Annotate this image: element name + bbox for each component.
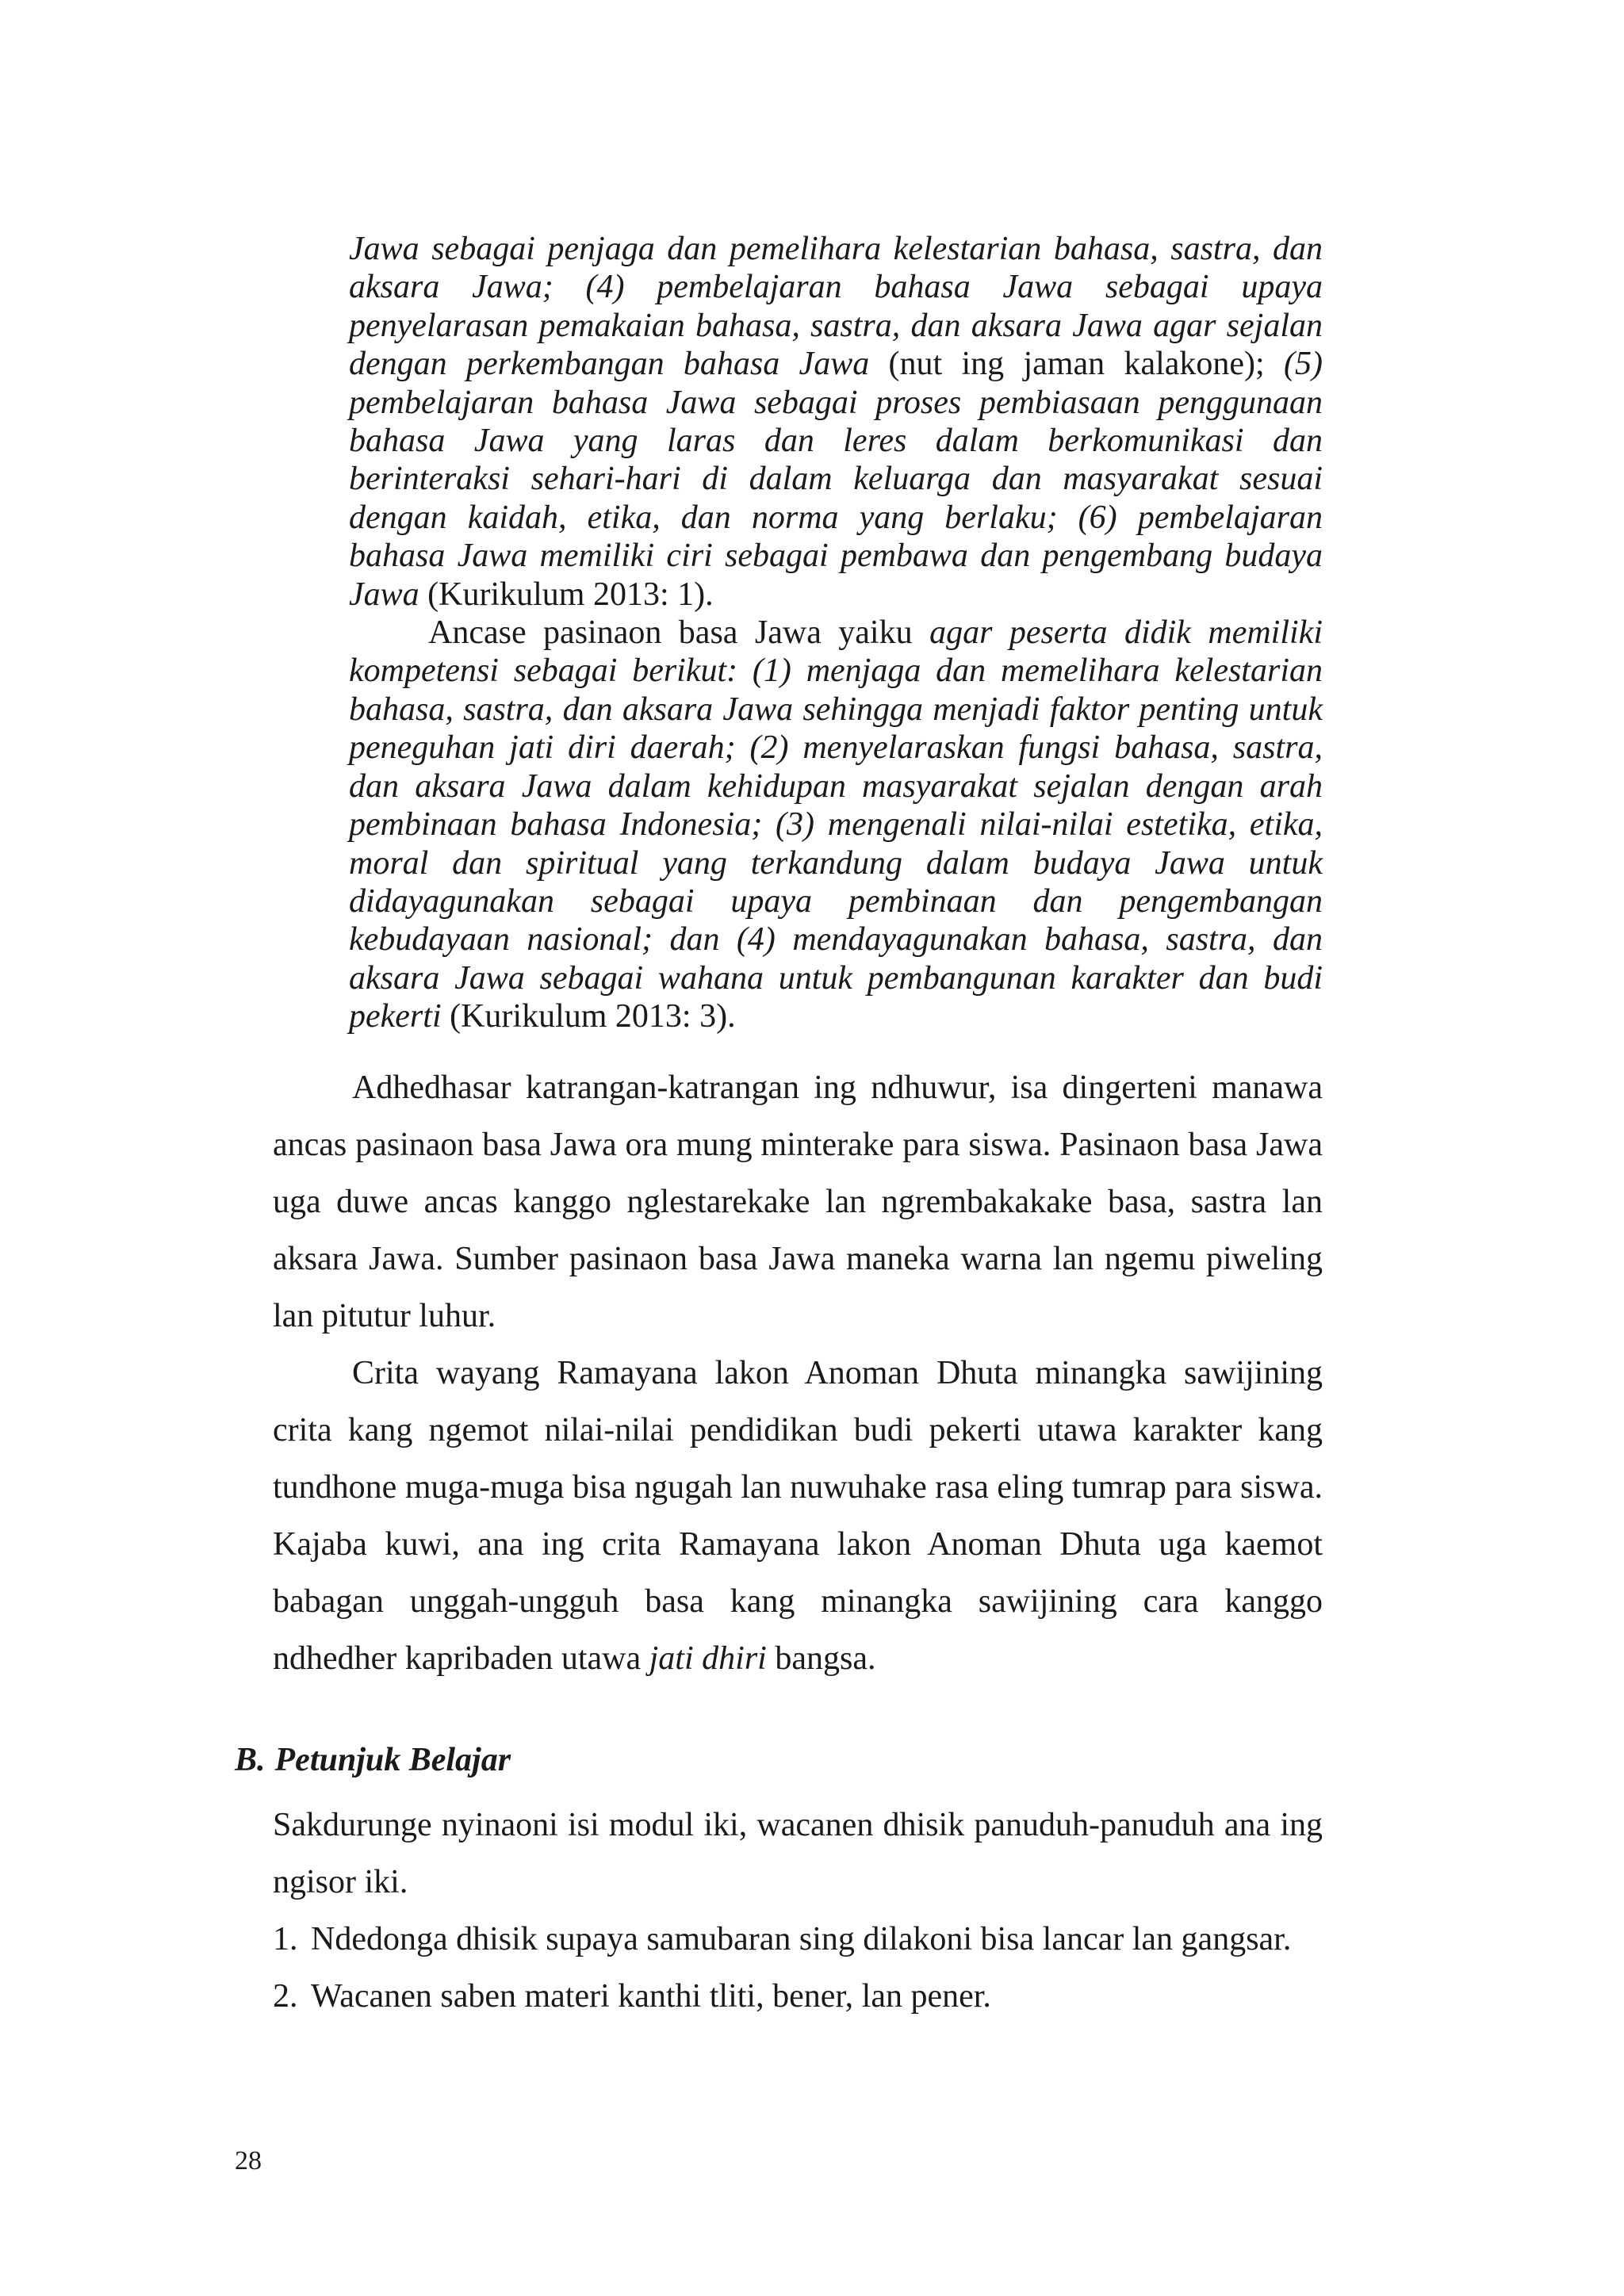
quote-p2-italic: agar peserta didik memiliki kompetensi sebagai berikut: (1) menjaga dan memelihara kelestarian bahasa, sastra, dan aksara Jawa sehingga menjadi faktor penting untuk peneguhan jati diri daerah; (2) menyelaraskan fungsi bahasa, sastra, dan aksara Jawa dalam kehidupan masyarakat sejalan dengan arah pembinaan bahasa Indonesia; (3) mengenali nilai-nilai estetika, etika, moral dan spiritual yang terkandung dalam budaya Jawa untuk didayagunakan sebagai upaya pembinaan dan pengembangan kebudayaan nasional; dan (4) mendayagunakan bahasa, sastra, dan aksara Jawa sebagai wahana untuk pembangunan karakter dan budi pekerti — [349, 614, 1323, 1035]
quote-p2-lead: Ancase pasinaon basa Jawa yaiku — [428, 614, 913, 652]
section-title: Petunjuk Belajar — [274, 1742, 511, 1778]
instruction-list — [273, 1911, 1323, 2025]
quote-p1-italic-2: (5) pembelajaran bahasa Jawa sebagai proses pembiasaan penggunaan bahasa Jawa yang laras dan leres dalam berkomunikasi dan berinteraksi sehari-hari di dalam keluarga dan masyarakat sesuai dengan kaidah, etika, dan norma yang berlaku; (6) pembelajaran bahasa Jawa memiliki ciri sebagai pembawa dan pengembang budaya Jawa — [349, 346, 1323, 613]
list-item — [273, 1911, 1323, 1968]
list-item — [273, 1968, 1323, 2025]
quote-paragraph-2 — [349, 614, 1323, 1035]
section-intro: Sakdurunge nyinaoni isi modul iki, wacanen dhisik panuduh-panuduh ana ing ngisor iki. — [273, 1807, 1323, 1900]
quote-p2-citation: (Kurikulum 2013: 3). — [450, 998, 736, 1035]
body-p2-main: Crita wayang Ramayana lakon Anoman Dhuta minangka sawijining crita kang ngemot nilai-nilai pendidikan budi pekerti utawa karakter kang tundhone muga-muga bisa ngugah lan nuwuhake rasa eling tumrap para siswa. Kajaba kuwi, ana ing crita Ramayana lakon Anoman Dhuta uga kaemot babagan unggah-ungguh basa kang minangka sawijining cara kanggo ndhedher kapribaden utawa — [273, 1355, 1323, 1677]
section-heading — [235, 1738, 511, 1782]
block-quote — [349, 230, 1323, 1036]
body-paragraph-1: Adhedhasar katrangan-katrangan ing ndhuwur, isa dingerteni manawa ancas pasinaon basa Jawa ora mung minterake para siswa. Pasinaon basa Jawa uga duwe ancas kanggo nglestarekake lan ngrembakakake basa, sastra lan aksara Jawa. Sumber pasinaon basa Jawa maneka warna lan ngemu piweling lan pitutur luhur. — [273, 1070, 1323, 1334]
quote-p1-citation: (Kurikulum 2013: 1). — [427, 576, 714, 613]
quote-p1-italic-1: Jawa sebagai penjaga dan pemelihara kelestarian bahasa, sastra, dan aksara Jawa; (4) pembelajaran bahasa Jawa sebagai upaya penyelarasan pemakaian bahasa, sastra, dan aksara Jawa agar sejalan dengan perkembangan bahasa Jawa — [349, 231, 1323, 383]
list-item-number: 2. — [273, 1978, 298, 2015]
list-item-text: Ndedonga dhisik supaya samubaran sing dilakoni bisa lancar lan gangsar. — [311, 1921, 1292, 1957]
section-number: B. — [235, 1742, 266, 1778]
list-item-number: 1. — [273, 1921, 298, 1957]
quote-p1-roman: (nut ing jaman kalakone); — [888, 346, 1265, 383]
body-p2-end: bangsa. — [775, 1640, 876, 1677]
list-item-text: Wacanen saben materi kanthi tliti, bener, lan pener. — [311, 1978, 991, 2015]
quote-paragraph-1 — [349, 230, 1323, 614]
page-number: 28 — [235, 2146, 262, 2175]
body-p2-italic: jati dhiri — [649, 1640, 767, 1677]
body-paragraph-2 — [273, 1345, 1323, 1687]
